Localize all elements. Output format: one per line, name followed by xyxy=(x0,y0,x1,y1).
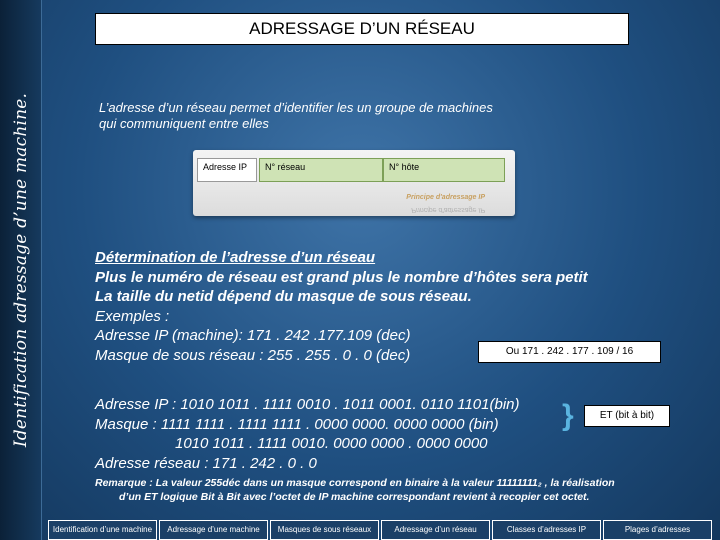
main-line-2: La taille du netid dépend du masque de sous réseau. xyxy=(95,288,472,305)
sidebar xyxy=(0,0,42,540)
example-mask-line: Masque de sous réseau : 255 . 255 . 0 . 0 (dec) xyxy=(95,346,411,364)
and-operation-box: ET (bit à bit) xyxy=(584,405,670,427)
binary-ip-line: Adresse IP : 1010 1011 . 1111 0010 . 1011 0001. 0110 1101(bin) xyxy=(95,396,520,413)
diagram-network-cell: N° réseau xyxy=(259,158,383,182)
sidebar-title: Identification adressage d’une machine. xyxy=(11,92,31,448)
brace-icon: } xyxy=(562,399,574,432)
binary-mask-line: Masque : 1111 1111 . 1111 1111 . 0000 0000. 0000 0000 (bin) xyxy=(95,415,499,433)
diagram-caption-reflection: Principe d'adressage IP xyxy=(411,206,485,213)
diagram-ip-cell: Adresse IP xyxy=(197,158,257,182)
navigation-bar xyxy=(48,520,714,540)
nav-masques-button[interactable]: Masques de sous réseaux xyxy=(270,520,379,540)
binary-result-line: 1010 1011 . 1111 0010. 0000 0000 . 0000 0000 xyxy=(175,435,488,452)
intro-line-1: L’adresse d’un réseau permet d’identifier les un groupe de machines xyxy=(99,100,493,115)
nav-adressage-reseau-button[interactable]: Adressage d’un réseau xyxy=(381,520,490,540)
remark-line-2: d’un ET logique Bit à Bit avec l’octet de IP machine correspondant revient à recopier cet octet. xyxy=(119,491,590,503)
section-heading: Détermination de l’adresse d’un réseau xyxy=(95,249,376,266)
diagram-caption: Principe d'adressage IP xyxy=(406,194,485,201)
cidr-note-box: Ou 171 . 242 . 177 . 109 / 16 xyxy=(478,341,661,363)
nav-plages-button[interactable]: Plages d’adresses xyxy=(603,520,712,540)
diagram-host-cell: N° hôte xyxy=(383,158,505,182)
example-ip-line: Adresse IP (machine): 171 . 242 .177.109 (dec) xyxy=(95,327,411,344)
intro-line-2: qui communiquent entre elles xyxy=(99,116,269,131)
nav-adressage-machine-button[interactable]: Adressage d’une machine xyxy=(159,520,268,540)
nav-classes-button[interactable]: Classes d’adresses IP xyxy=(492,520,601,540)
main-line-1: Plus le numéro de réseau est grand plus le nombre d’hôtes sera petit xyxy=(95,268,588,286)
page-title: ADRESSAGE D’UN RÉSEAU xyxy=(95,13,629,45)
network-address-line: Adresse réseau : 171 . 242 . 0 . 0 xyxy=(95,454,317,472)
intro-text xyxy=(99,100,579,132)
ip-addressing-diagram xyxy=(193,150,515,216)
examples-label: Exemples : xyxy=(95,307,170,325)
remark-text xyxy=(95,476,695,504)
binary-calculation xyxy=(95,395,615,473)
nav-identification-button[interactable]: Identification d’une machine xyxy=(48,520,157,540)
remark-line-1: Remarque : La valeur 255déc dans un masque correspond en binaire à la valeur 11111111₂ , la réalisation xyxy=(95,477,615,489)
